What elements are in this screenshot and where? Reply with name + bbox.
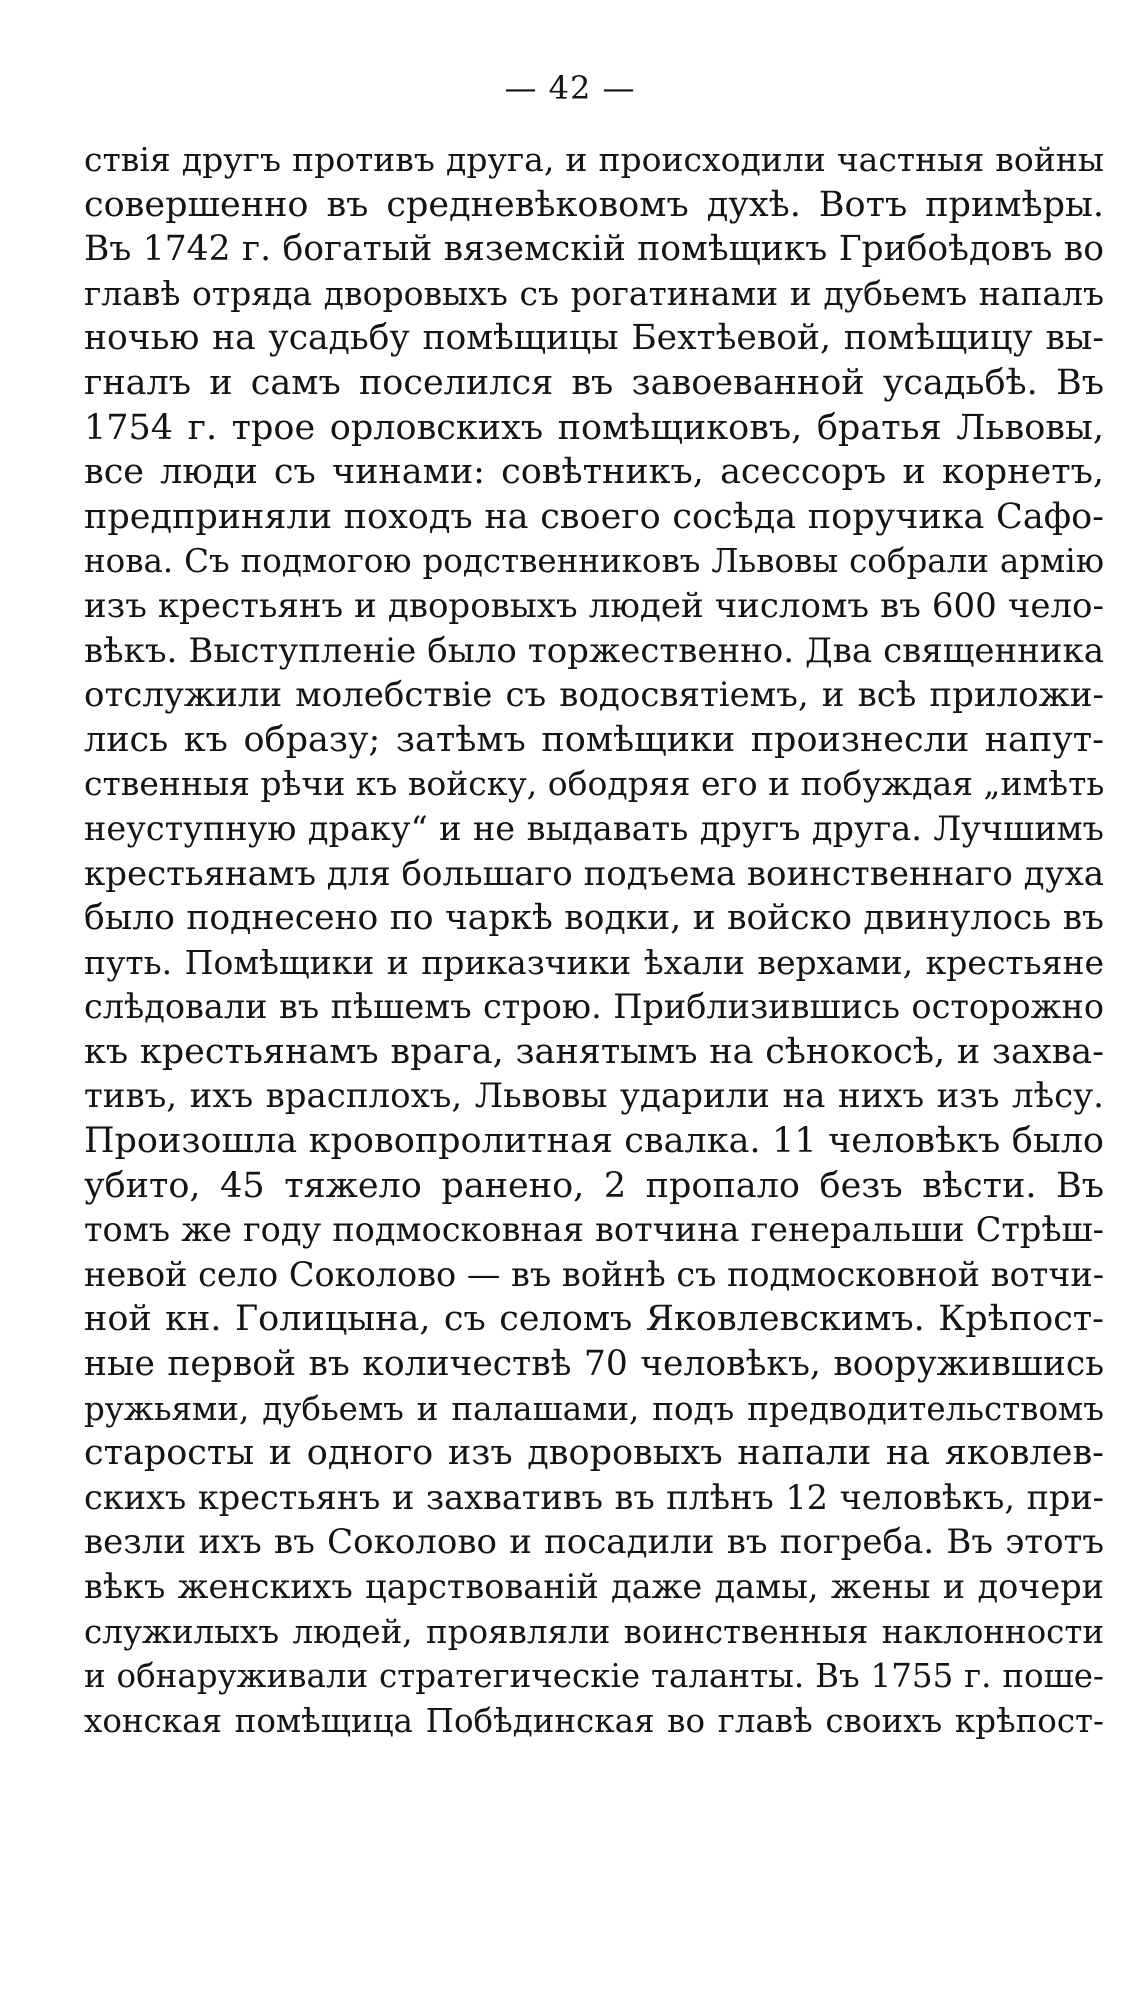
text-line: совершенно въ средневѣковомъ духѣ. Вотъ примѣры.: [84, 184, 1104, 225]
text-line: было поднесено по чаркѣ водки, и войско двинулось въ: [84, 898, 1104, 939]
text-line: отслужили молебствіе съ водосвятіемъ, и всѣ приложи-: [84, 675, 1104, 716]
text-line: лись къ образу; затѣмъ помѣщики произнесли напут-: [84, 719, 1104, 760]
text-line: 1754 г. трое орловскихъ помѣщиковъ, братья Львовы,: [84, 407, 1104, 448]
text-line: ной кн. Голицына, съ селомъ Яковлевскимъ. Крѣпост-: [84, 1299, 1104, 1340]
text-line: ственныя рѣчи къ войску, ободряя его и побуждая „имѣть: [84, 764, 1104, 804]
text-line: невой село Соколово — въ войнѣ съ подмосковной вотчи-: [84, 1254, 1104, 1294]
text-line: тивъ, ихъ врасплохъ, Львовы ударили на нихъ изъ лѣсу.: [84, 1076, 1104, 1117]
text-line: хонская помѣщица Побѣдинская во главѣ своихъ крѣпост-: [84, 1701, 1104, 1740]
text-line: ночью на усадьбу помѣщицы Бехтѣевой, помѣщицу вы-: [84, 318, 1104, 359]
text-line: къ крестьянамъ врага, занятымъ на сѣнокосѣ, и захва-: [84, 1031, 1104, 1072]
text-line: томъ же году подмосковная вотчина генеральши Стрѣш-: [84, 1210, 1104, 1250]
text-line: ружьями, дубьемъ и палашами, подъ предводительствомъ: [84, 1389, 1104, 1428]
text-line: неуступную драку“ и не выдавать другъ друга. Лучшимъ: [84, 808, 1104, 848]
text-line: изъ крестьянъ и дворовыхъ людей числомъ въ 600 чело-: [84, 585, 1104, 626]
text-line: старосты и одного изъ дворовыхъ напали на яковлев-: [84, 1433, 1104, 1474]
text-line: нова. Съ подмогою родственниковъ Львовы собрали армію: [84, 542, 1104, 581]
text-line: скихъ крестьянъ и захвативъ въ плѣнъ 12 человѣкъ, при-: [84, 1477, 1104, 1517]
text-line: везли ихъ въ Соколово и посадили въ погреба. Въ этотъ: [84, 1522, 1104, 1563]
text-line: ные первой въ количествѣ 70 человѣкъ, вооружившись: [84, 1344, 1104, 1385]
text-line: все люди съ чинами: совѣтникъ, асессоръ и корнетъ,: [84, 452, 1104, 493]
text-line: Въ 1742 г. богатый вяземскій помѣщикъ Грибоѣдовъ во: [84, 229, 1104, 270]
text-line: слѣдовали въ пѣшемъ строю. Приблизившись осторожно: [84, 987, 1104, 1027]
text-line: служилыхъ людей, проявляли воинственныя наклонности: [84, 1612, 1104, 1651]
text-line: Произошла кровопролитная свалка. 11 человѣкъ было: [84, 1121, 1104, 1162]
text-line: путь. Помѣщики и приказчики ѣхали верхами, крестьяне: [84, 942, 1104, 982]
page-number: — 42 —: [504, 69, 636, 107]
text-line: главѣ отряда дворовыхъ съ рогатинами и дубьемъ напалъ: [84, 273, 1104, 313]
text-line: вѣкъ женскихъ царствованій даже дамы, жены и дочери: [84, 1567, 1104, 1606]
text-line: и обнаруживали стратегическіе таланты. Въ 1755 г. поше-: [84, 1657, 1104, 1696]
text-line: гналъ и самъ поселился въ завоеванной усадьбѣ. Въ: [84, 362, 1104, 403]
text-line: убито, 45 тяжело ранено, 2 пропало безъ вѣсти. Въ: [84, 1165, 1104, 1206]
body-text: [84, 138, 1104, 1743]
text-line: крестьянамъ для большаго подъема воинственнаго духа: [84, 853, 1104, 894]
text-line: вѣкъ. Выступленіе было торжественно. Два священника: [84, 630, 1104, 671]
text-line: ствія другъ противъ друга, и происходили частныя войны: [84, 140, 1104, 179]
text-line: предприняли походъ на своего сосѣда поручика Сафо-: [84, 496, 1104, 537]
